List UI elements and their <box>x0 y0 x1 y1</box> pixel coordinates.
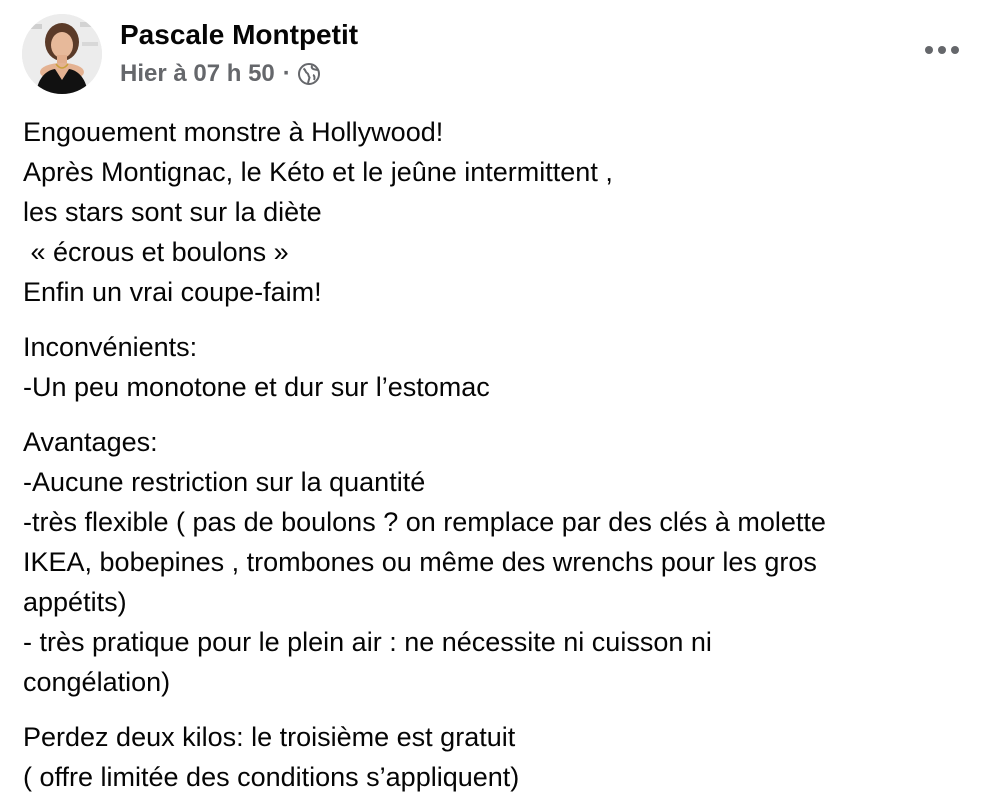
meta-separator: · <box>282 60 291 87</box>
author-name[interactable]: Pascale Montpetit <box>120 19 359 50</box>
post-line: Enfin un vrai coupe-faim! <box>23 277 322 307</box>
post-timestamp[interactable]: Hier à 07 h 50 <box>120 60 275 87</box>
post-line: congélation) <box>23 667 171 697</box>
post-line: -Aucune restriction sur la quantité <box>23 467 426 497</box>
post-paragraph <box>23 717 968 797</box>
more-options-icon <box>924 45 960 55</box>
post-paragraph <box>23 112 968 312</box>
post-line: ( offre limitée des conditions s’appliquent) <box>23 762 520 792</box>
post-meta <box>120 58 321 90</box>
post-line: -très flexible ( pas de boulons ? on remplace par des clés à molette <box>23 507 826 537</box>
post-line: Inconvénients: <box>23 332 198 362</box>
post-line: les stars sont sur la diète <box>23 197 322 227</box>
post-paragraph <box>23 422 968 702</box>
avatar[interactable] <box>22 14 102 94</box>
post-body <box>23 112 968 797</box>
post-line: Perdez deux kilos: le troisième est gratuit <box>23 722 516 752</box>
post-line: - très pratique pour le plein air : ne nécessite ni cuisson ni <box>23 627 712 657</box>
post-header <box>22 14 968 96</box>
post-line: appétits) <box>23 587 127 617</box>
post-line: Avantages: <box>23 427 158 457</box>
post-line: -Un peu monotone et dur sur l’estomac <box>23 372 490 402</box>
post-line: « écrous et boulons » <box>23 237 289 267</box>
post-line: IKEA, bobepines , trombones ou même des wrenchs pour les gros <box>23 547 817 577</box>
post-line: Après Montignac, le Kéto et le jeûne intermittent , <box>23 157 613 187</box>
post-line: Engouement monstre à Hollywood! <box>23 117 444 147</box>
more-options-button[interactable] <box>920 36 964 64</box>
profile-photo <box>22 14 102 94</box>
post-paragraph <box>23 327 968 407</box>
globe-icon[interactable] <box>297 62 321 86</box>
